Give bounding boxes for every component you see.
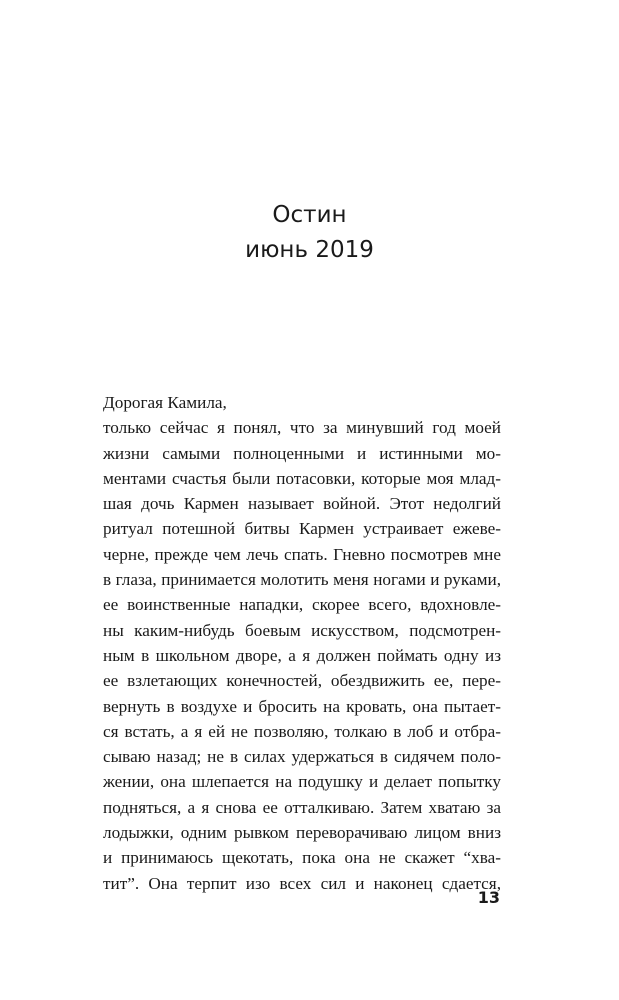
text-line: ны каким-нибудь боевым искусством, подсмотрен- [103,620,501,640]
text-line: ментами счастья были потасовки, которые моя млад- [103,468,501,488]
text-line: вернуть в воздухе и бросить на кровать, она пытает- [103,696,501,716]
page-number: 13 [477,888,500,907]
text-line: черне, прежде чем лечь спать. Гневно посмотрев мне [103,544,501,564]
text-line: ным в школьном дворе, а я должен поймать одну из [103,645,501,665]
text-line: только сейчас я понял, что за минувший год моей [103,418,501,438]
text-line: шая дочь Кармен называет войной. Этот недолгий [103,494,501,514]
chapter-title: Остин [272,202,347,228]
text-line: ее взлетающих конечностей, обездвижить ее, пере- [103,671,501,691]
text-line: тит”. Она терпит изо всех сил и наконец сдается, [103,873,501,893]
text-line: жизни самыми полноценными и истинными мо- [103,443,501,463]
letter-body [103,390,501,896]
text-line: ее воинственные нападки, скорее всего, вдохновле- [103,595,501,615]
chapter-date: июнь 2019 [245,237,374,263]
text-line: ритуал потешной битвы Кармен устраивает ежеве- [103,519,501,539]
text-line: и принимаюсь щекотать, пока она не скажет “хва- [103,848,501,868]
text-line: жении, она шлепается на подушку и делает попытку [103,772,501,792]
chapter-heading [0,198,619,268]
text-line: подняться, а я снова ее отталкиваю. Затем хватаю за [103,797,501,817]
text-line: лодыжки, одним рывком переворачиваю лицом вниз [103,823,501,843]
text-line: в глаза, принимается молотить меня ногами и руками, [103,570,501,590]
text-line: ся встать, а я ей не позволяю, толкаю в лоб и отбра- [103,721,501,741]
letter-salutation: Дорогая Камила, [103,393,227,412]
text-line: сываю назад; не в силах удержаться в сидячем поло- [103,747,501,767]
